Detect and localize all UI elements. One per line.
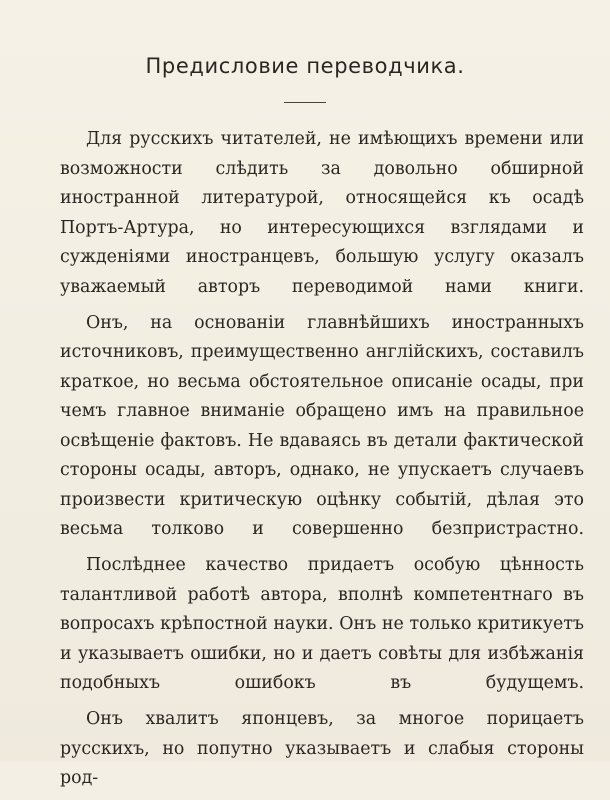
paragraph-1: Для русскихъ читателей, не имѣющихъ времени или возможности слѣдить за довольно обширной иностранной литературой, относящейся къ осадѣ Портъ-Артура, но интересующихся взглядами и сужденіями иностранцевъ, большую услугу оказалъ уважаемый авторъ переводимой нами книги. bbox=[60, 129, 584, 297]
page-title: Предисловие переводчика. bbox=[145, 54, 465, 78]
paragraph-2: Онъ, на основаніи главнѣйшихъ иностранныхъ источниковъ, преимущественно англійскихъ, составилъ краткое, но весьма обстоятельное описаніе осады, при чемъ главное вниманіе обращено имъ на правильное освѣщеніе фактовъ. Не вдаваясь въ детали фактической стороны осады, авторъ, однако, не упускаетъ случаевъ произвести критическую оцѣнку событій, дѣлая это весьма толково и совершенно безпристрастно. bbox=[60, 312, 584, 539]
paragraph-3: Послѣднее качество придаетъ особую цѣнность талантливой работѣ автора, вполнѣ компетентнаго въ вопросахъ крѣпостной науки. Онъ не только критикуетъ и указываетъ ошибки, но и даетъ совѣты для избѣжанія подобныхъ ошибокъ въ будущемъ. bbox=[60, 555, 584, 693]
body-text bbox=[60, 125, 584, 800]
paragraph-4: Онъ хвалитъ японцевъ, за многое порицаетъ русскихъ, но попутно указываетъ и слабыя стороны род- bbox=[60, 709, 584, 788]
title-divider bbox=[284, 102, 326, 103]
